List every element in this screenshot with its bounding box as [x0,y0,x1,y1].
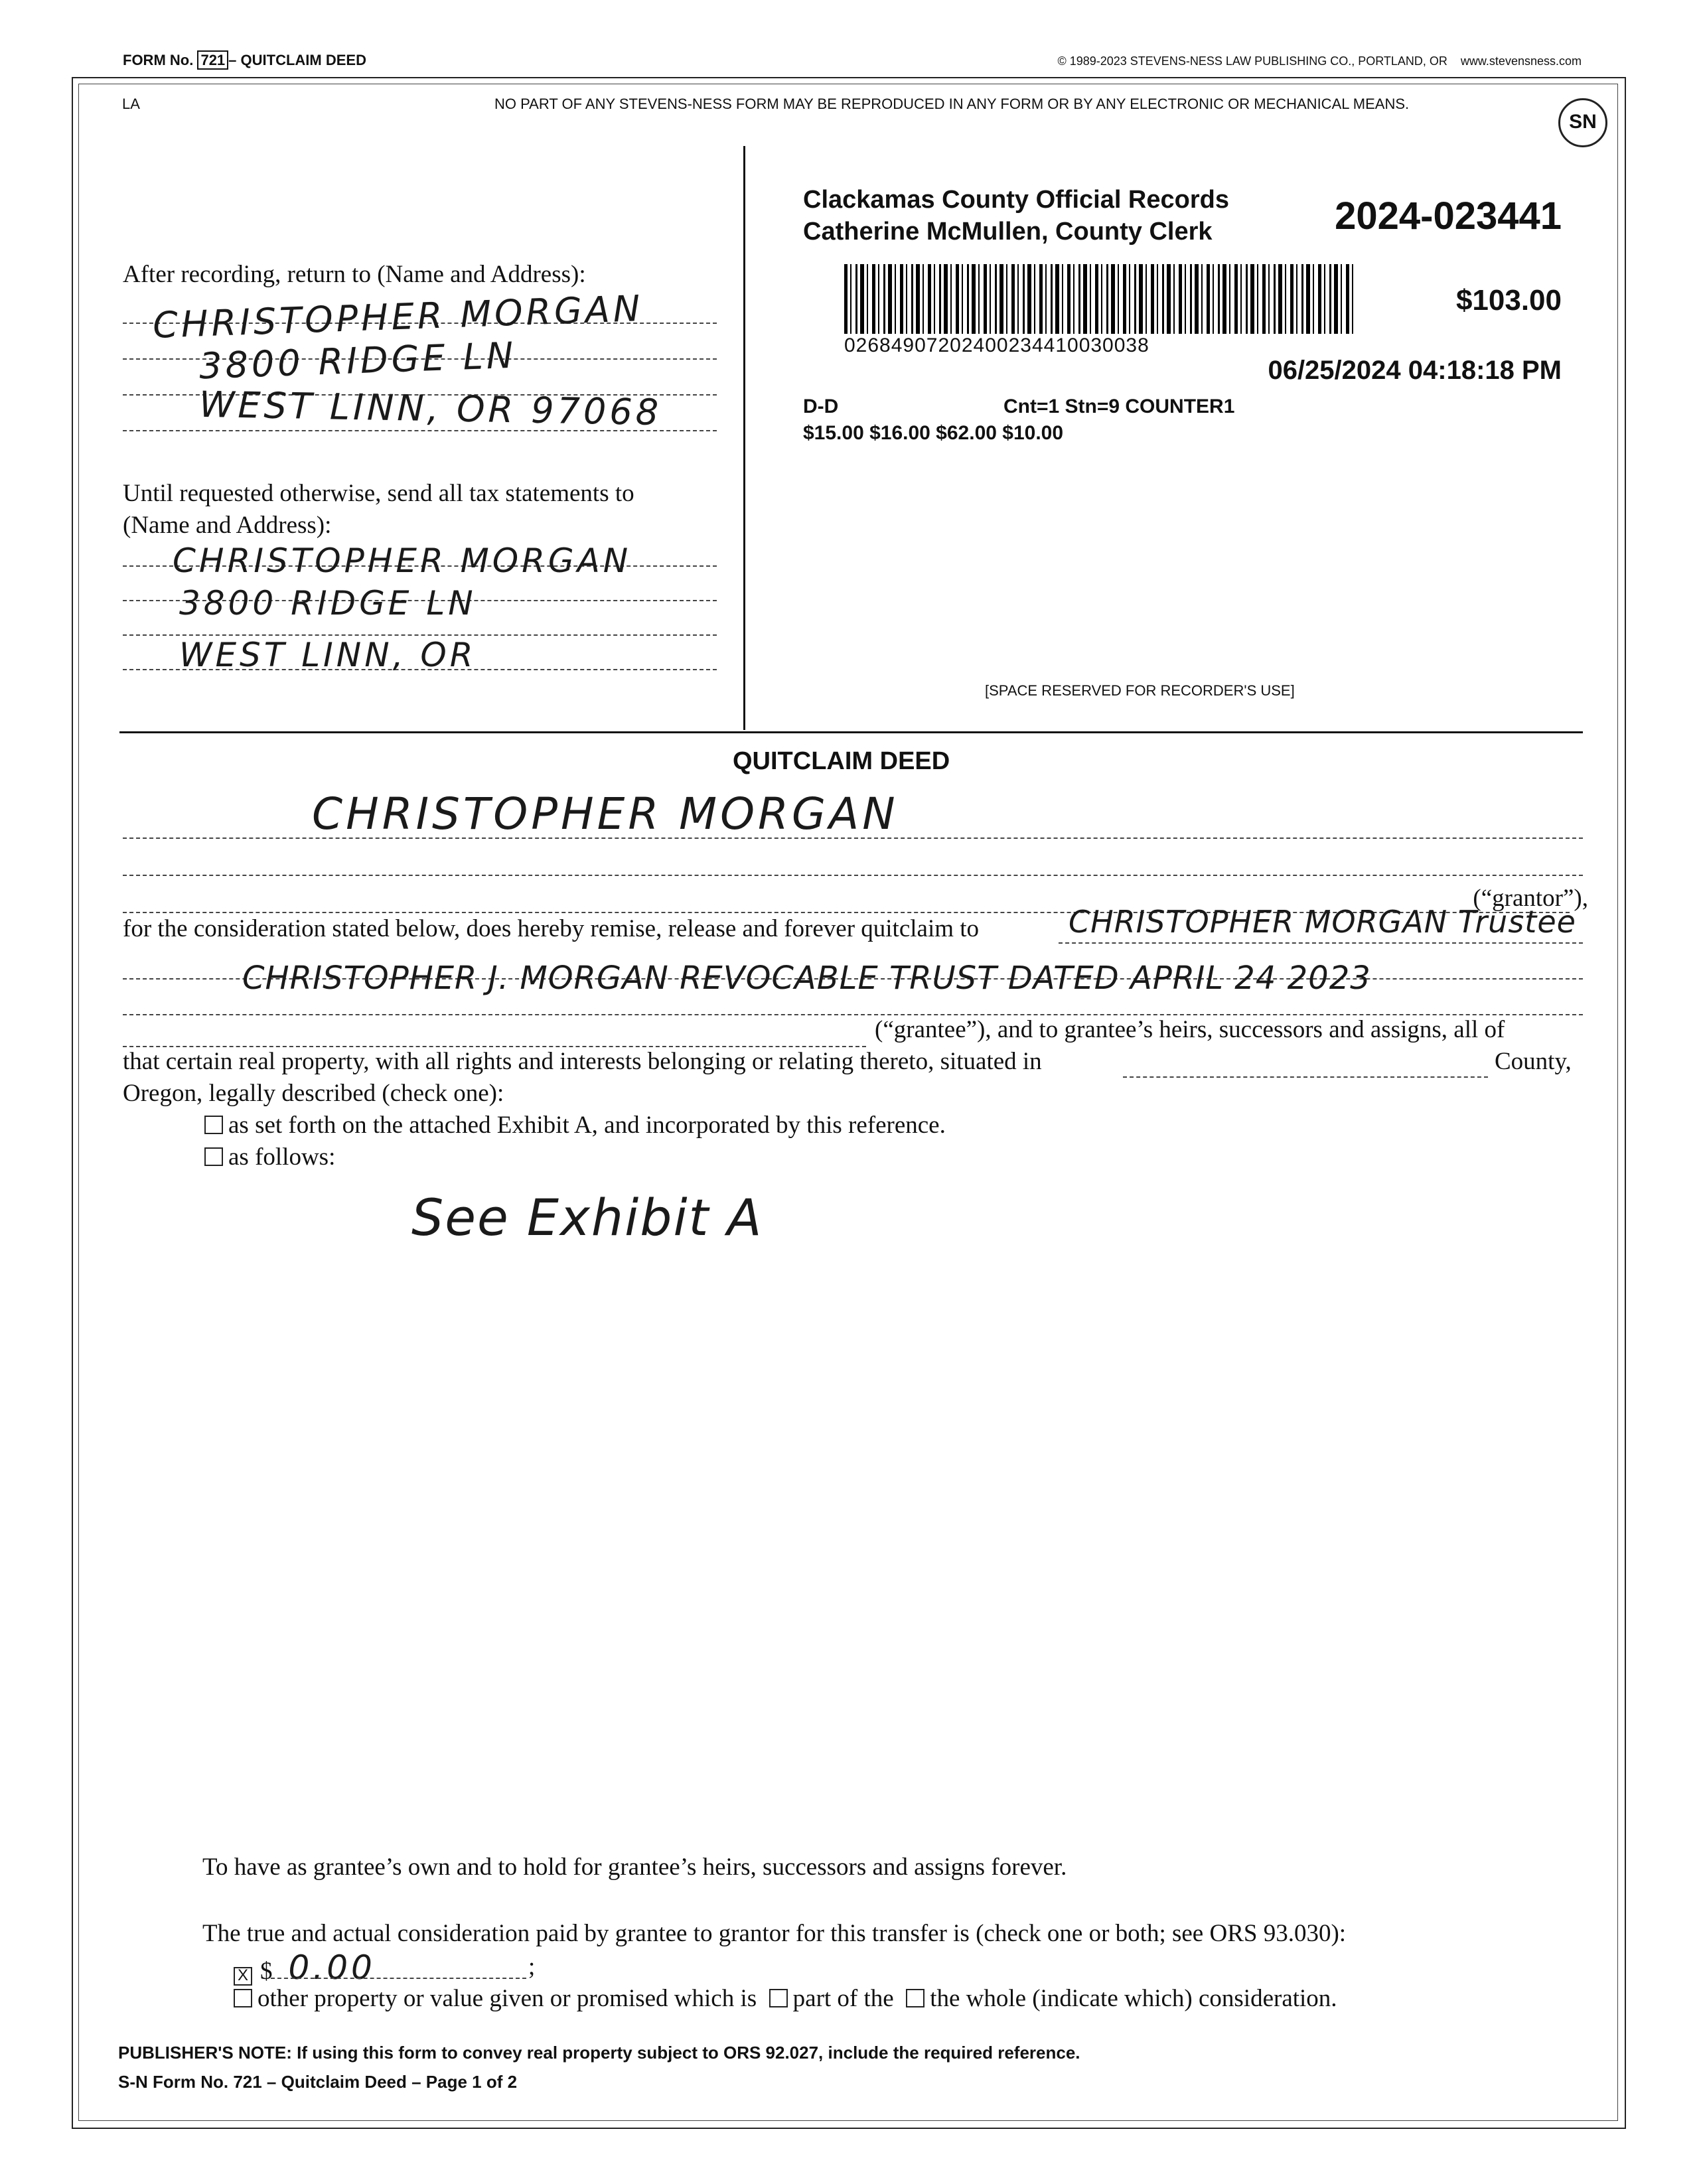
deed-title: QUITCLAIM DEED [733,747,950,775]
grantor-name: CHRISTOPHER MORGAN [312,788,899,839]
page-label: S-N Form No. 721 – Quitclaim Deed – Page 1 of 2 [118,2072,518,2092]
fee-breakdown: $15.00 $16.00 $62.00 $10.00 [803,422,1064,444]
grantee-line-0 [1059,942,1583,944]
part-checkbox[interactable] [769,1989,788,2007]
follows-checkbox[interactable] [204,1147,223,1166]
grantor-line-1 [123,837,1583,839]
return-city: WEST LINN, OR 97068 [198,383,662,434]
option-follows-row [204,1143,335,1171]
legal-description: See Exhibit A [411,1188,763,1247]
copyright-text: © 1989-2023 STEVENS-NESS LAW PUBLISHING CO., PORTLAND, OR [1057,54,1447,68]
habendum-clause: To have as grantee’s own and to hold for grantee’s heirs, successors and assigns forever. [202,1854,1067,1881]
recorder-office: Clackamas County Official Records [803,186,1229,214]
grantor-tag: (“grantor”), [1473,885,1588,912]
consideration-text: for the consideration stated below, does hereby remise, release and forever quitclaim to [123,915,980,942]
option-follows-label: as follows: [228,1143,336,1171]
tax-label-line-1: Until requested otherwise, send all tax statements to [123,480,634,507]
other-property-label: other property or value given or promised which is [258,1985,757,2012]
county-line [1123,1076,1488,1078]
amount-semicolon: ; [528,1953,536,1980]
recorder-space-note: [SPACE RESERVED FOR RECORDER'S USE] [985,682,1295,699]
form-code: LA [122,96,140,112]
part-of-label: part of the [792,1985,894,2012]
consideration-amount: 0.00 [288,1948,376,1987]
tax-label-line-2: (Name and Address): [123,512,332,539]
property-text: that certain real property, with all rights and interests belonging or relating thereto, situated in [123,1048,1042,1075]
consideration-intro: The true and actual consideration paid by grantee to grantor for this transfer is (check one or both; see ORS 93.030): [202,1920,1347,1947]
website-text: www.stevensness.com [1460,54,1582,68]
amount-check-mark: X [237,1966,248,1984]
consideration-amount-row [234,1948,376,1987]
amount-line [271,1978,526,1979]
tax-city: WEST LINN, OR [179,636,477,674]
form-header [123,52,366,69]
option-exhibit-row [204,1111,946,1139]
grantee-tag: (“grantee”), and to grantee’s heirs, successors and assigns, all of [875,1016,1505,1043]
option-exhibit-label: as set forth on the attached Exhibit A, and incorporated by this reference. [228,1112,946,1139]
form-title: – QUITCLAIM DEED [228,52,366,68]
total-fee: $103.00 [1455,284,1562,317]
amount-checkbox[interactable] [234,1967,252,1986]
county-label: County, [1495,1048,1572,1075]
grantee-line-1: CHRISTOPHER MORGAN Trustee [1069,904,1576,940]
reproduction-warning: NO PART OF ANY STEVENS-NESS FORM MAY BE REPRODUCED IN ANY FORM OR BY ANY ELECTRONIC OR MECHANICAL MEANS. [494,96,1410,112]
tax-street: 3800 RIDGE LN [179,584,477,622]
copyright-line [1057,54,1582,68]
grantee-line-2: CHRISTOPHER J. MORGAN REVOCABLE TRUST DATED APRIL 24 2023 [242,960,1371,997]
recorder-clerk: Catherine McMullen, County Clerk [803,218,1213,246]
form-no-label: FORM No. [123,52,194,68]
other-property-row [234,1984,1337,2013]
return-to-label: After recording, return to (Name and Address): [123,261,586,288]
form-number-box: 721 [197,50,228,70]
return-name: CHRISTOPHER MORGAN [152,287,644,346]
exhibit-checkbox[interactable] [204,1116,223,1134]
whole-checkbox[interactable] [906,1989,924,2007]
grantor-line-2 [123,875,1583,876]
dollar-sign: $ [260,1958,273,1985]
counter-info: Cnt=1 Stn=9 COUNTER1 [1003,396,1235,417]
barcode-number: 02684907202400234410030038 [844,334,1149,356]
return-street: 3800 RIDGE LN [198,334,518,388]
publisher-note: PUBLISHER'S NOTE: If using this form to convey real property subject to ORS 92.027, include the required reference. [118,2043,1080,2063]
tax-name: CHRISTOPHER MORGAN [173,542,632,580]
document-type: D-D [803,396,839,417]
seal-text: SN [1569,111,1597,133]
oregon-text: Oregon, legally described (check one): [123,1080,504,1107]
section-divider [119,731,1583,733]
document-number: 2024-023441 [1335,194,1562,238]
publisher-seal [1558,98,1607,147]
recording-timestamp: 06/25/2024 04:18:18 PM [1268,356,1562,385]
whole-label: the whole (indicate which) consideration. [930,1985,1337,2012]
barcode [844,264,1355,334]
top-section-divider [743,146,745,730]
other-property-checkbox[interactable] [234,1989,252,2007]
